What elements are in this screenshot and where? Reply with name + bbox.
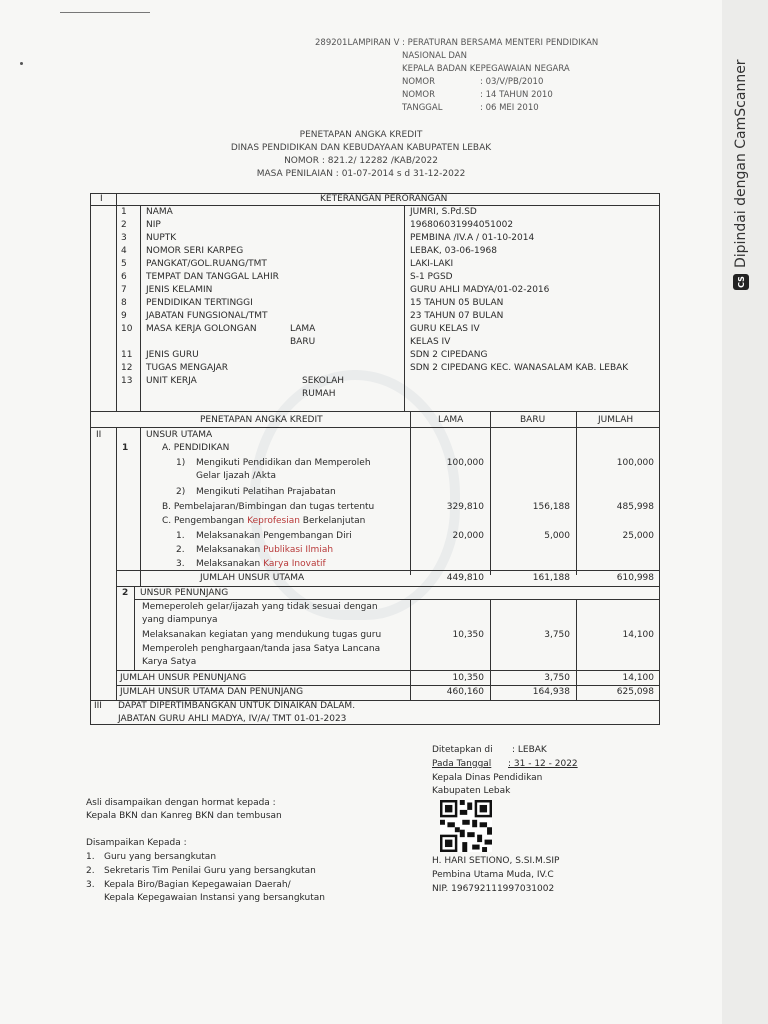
- asli-line2: Kepala BKN dan Kanreg BKN dan tembusan: [86, 811, 282, 821]
- ju-lama: 449,810: [446, 573, 484, 583]
- ju-baru: 161,188: [532, 573, 570, 583]
- ditetapkan-label: Ditetapkan di: [432, 745, 493, 755]
- a1-label-line2: Gelar Ijazah /Akta: [196, 471, 277, 481]
- personal-row-label: UNIT KERJA: [146, 376, 197, 386]
- personal-row-sublabel: RUMAH: [302, 389, 336, 399]
- doc-number: NOMOR : 821.2/ 12282 /KAB/2022: [284, 156, 438, 166]
- jumlah-penunjang-label: JUMLAH UNSUR PENUNJANG: [120, 673, 247, 683]
- unsur-utama-label: UNSUR UTAMA: [146, 430, 213, 440]
- assessment-period: MASA PENILAIAN : 01-07-2014 s d 31-12-2022: [256, 169, 466, 179]
- c1-lama: 20,000: [452, 531, 484, 541]
- item-2-number: 2: [122, 588, 129, 598]
- col-lama-header: LAMA: [438, 415, 464, 425]
- disampaikan-heading: Disampaikan Kepada :: [86, 838, 187, 848]
- c2-label: Melaksanakan Publikasi Ilmiah: [196, 545, 334, 555]
- personal-row-value: LAKI-LAKI: [410, 259, 454, 269]
- personal-row-number: 8: [121, 298, 127, 308]
- personal-row-value: SDN 2 CIPEDANG KEC. WANASALAM KAB. LEBAK: [410, 363, 629, 373]
- b-lama: 329,810: [446, 502, 484, 512]
- ju-jumlah: 610,998: [616, 573, 654, 583]
- dist-item-number: 2.: [86, 866, 95, 876]
- col-jumlah-header: JUMLAH: [598, 415, 634, 425]
- jp-lama: 10,350: [452, 673, 484, 683]
- c3-label: Melaksanakan Karya Inovatif: [196, 559, 326, 569]
- credit-heading: PENETAPAN ANGKA KREDIT: [200, 415, 323, 425]
- personal-row-sublabel: SEKOLAH: [302, 376, 345, 386]
- col-baru-header: BARU: [520, 415, 546, 425]
- jumlah-utama-label: JUMLAH UNSUR UTAMA: [200, 573, 305, 583]
- signer-role-line2: Kabupaten Lebak: [432, 786, 511, 796]
- personal-row-number: 1: [121, 207, 127, 217]
- personal-row-label: PENDIDIKAN TERTINGGI: [146, 298, 253, 308]
- personal-row-value: LEBAK, 03-06-1968: [410, 246, 497, 256]
- jt-lama: 460,160: [446, 687, 484, 697]
- c1-baru: 5,000: [544, 531, 570, 541]
- asli-line1: Asli disampaikan dengan hormat kepada :: [86, 798, 276, 808]
- nomor2-value: : 14 TAHUN 2010: [480, 90, 553, 100]
- section3-line1: DAPAT DIPERTIMBANGKAN UNTUK DINAIKAN DALAM.: [118, 701, 356, 711]
- personal-row-label: NUPTK: [146, 233, 177, 243]
- signer-nip: NIP. 196792111997031002: [432, 884, 555, 894]
- signer-role-line1: Kepala Dinas Pendidikan: [432, 773, 543, 783]
- jp-baru: 3,750: [544, 673, 570, 683]
- a2-number: 2): [176, 487, 186, 497]
- personal-row-label: MASA KERJA GOLONGAN: [146, 324, 257, 334]
- dist-item-text: Sekretaris Tim Penilai Guru yang bersangkutan: [104, 866, 316, 876]
- section3-roman: III: [94, 701, 102, 711]
- regulation-title: : PERATURAN BERSAMA MENTERI PENDIDIKAN: [402, 38, 599, 48]
- personal-row-number: 11: [121, 350, 133, 360]
- qr-code-icon: [440, 800, 492, 852]
- signer-rank: Pembina Utama Muda, IV.C: [432, 870, 554, 880]
- personal-row-number: 13: [121, 376, 133, 386]
- dist-item-text: Guru yang bersangkutan: [104, 852, 217, 862]
- c1-jumlah: 25,000: [622, 531, 654, 541]
- personal-row-label: JABATAN FUNGSIONAL/TMT: [146, 311, 268, 321]
- signer-name: H. HARI SETIONO, S.SI.M.SIP: [432, 856, 560, 866]
- personal-row-label: TUGAS MENGAJAR: [146, 363, 229, 373]
- lampiran-ref: 289201LAMPIRAN V: [315, 38, 400, 48]
- personal-row-number: 12: [121, 363, 133, 373]
- nomor1-value: : 03/V/PB/2010: [480, 77, 544, 87]
- personal-row-number: 4: [121, 246, 127, 256]
- c1-number: 1.: [176, 531, 185, 541]
- personal-row-number: 2: [121, 220, 127, 230]
- personal-row-number: 5: [121, 259, 127, 269]
- personal-row-value: 196806031994051002: [410, 220, 514, 230]
- p2-lama: 10,350: [452, 630, 484, 640]
- b-jumlah: 485,998: [616, 502, 654, 512]
- personal-row-value: 23 TAHUN 07 BULAN: [410, 311, 504, 321]
- personal-row-label: JENIS GURU: [146, 350, 199, 360]
- camscanner-logo-icon: CS: [733, 274, 749, 290]
- nomor1-label: NOMOR: [402, 77, 435, 87]
- pendidikan-label: A. PENDIDIKAN: [162, 443, 230, 453]
- item-1-number: 1: [122, 443, 129, 453]
- personal-row-value: KELAS IV: [410, 337, 451, 347]
- a1-label-line1: Mengikuti Pendidikan dan Memperoleh: [196, 458, 371, 468]
- a1-number: 1): [176, 458, 186, 468]
- page-speck: [20, 62, 23, 65]
- p2-jumlah: 14,100: [622, 630, 654, 640]
- tanggal-value: : 06 MEI 2010: [480, 103, 539, 113]
- personal-row-label: JENIS KELAMIN: [146, 285, 213, 295]
- section3-line2: JABATAN GURU AHLI MADYA, IV/A/ TMT 01-01-2023: [118, 714, 347, 724]
- personal-row-number: 3: [121, 233, 127, 243]
- jt-baru: 164,938: [532, 687, 570, 697]
- jt-jumlah: 625,098: [616, 687, 654, 697]
- p3-line1: Memperoleh penghargaan/tanda jasa Satya Lancana: [142, 644, 381, 654]
- a2-label: Mengikuti Pelatihan Prajabatan: [196, 487, 336, 497]
- unsur-penunjang-label: UNSUR PENUNJANG: [140, 588, 229, 598]
- regulation-line3: KEPALA BADAN KEPEGAWAIAN NEGARA: [402, 64, 570, 74]
- camscanner-text: Dipindai dengan CamScanner: [733, 59, 749, 268]
- regulation-line2: NASIONAL DAN: [402, 51, 467, 61]
- personal-row-value: SDN 2 CIPEDANG: [410, 350, 488, 360]
- personal-row-sublabel: LAMA: [290, 324, 316, 334]
- personal-row-sublabel: BARU: [290, 337, 316, 347]
- c1-label: Melaksanakan Pengembangan Diri: [196, 531, 352, 541]
- c-label: C. Pengembangan Keprofesian Berkelanjutan: [162, 516, 366, 526]
- personal-row-label: PANGKAT/GOL.RUANG/TMT: [146, 259, 267, 269]
- section1-heading: KETERANGAN PERORANGAN: [320, 194, 448, 204]
- tanggal-label: TANGGAL: [402, 103, 443, 113]
- jp-jumlah: 14,100: [622, 673, 654, 683]
- c3-number: 3.: [176, 559, 185, 569]
- p2-label: Melaksanakan kegiatan yang mendukung tugas guru: [142, 630, 382, 640]
- c2-number: 2.: [176, 545, 185, 555]
- section2-roman: II: [96, 430, 102, 440]
- personal-row-label: TEMPAT DAN TANGGAL LAHIR: [146, 272, 279, 282]
- personal-row-label: NIP: [146, 220, 161, 230]
- a1-lama: 100,000: [446, 458, 484, 468]
- personal-row-value: S-1 PGSD: [410, 272, 453, 282]
- pada-tanggal-label: Pada Tanggal: [432, 759, 492, 769]
- personal-row-value: GURU KELAS IV: [410, 324, 480, 334]
- personal-row-number: 7: [121, 285, 127, 295]
- personal-row-value: PEMBINA /IV.A / 01-10-2014: [410, 233, 535, 243]
- pada-tanggal-value: : 31 - 12 - 2022: [508, 759, 578, 769]
- dist-item-3-line2: Kepala Kepegawaian Instansi yang bersangkutan: [104, 893, 325, 903]
- dist-item-number: 3.: [86, 880, 95, 890]
- p2-baru: 3,750: [544, 630, 570, 640]
- camscanner-label: [730, 30, 752, 290]
- personal-row-value: 15 TAHUN 05 BULAN: [410, 298, 504, 308]
- personal-row-number: 10: [121, 324, 133, 334]
- personal-row-number: 9: [121, 311, 127, 321]
- personal-row-value: JUMRI, S.Pd.SD: [410, 207, 477, 217]
- section1-roman: I: [100, 194, 103, 204]
- personal-row-number: 6: [121, 272, 127, 282]
- top-margin-line: [60, 12, 150, 13]
- ditetapkan-value: : LEBAK: [512, 745, 547, 755]
- doc-subtitle: DINAS PENDIDIKAN DAN KEBUDAYAAN KABUPATEN LEBAK: [230, 143, 492, 153]
- a1-jumlah: 100,000: [616, 458, 654, 468]
- dist-item-number: 1.: [86, 852, 95, 862]
- p3-line2: Karya Satya: [142, 657, 197, 667]
- b-label: B. Pembelajaran/Bimbingan dan tugas tertentu: [162, 502, 375, 512]
- personal-row-label: NOMOR SERI KARPEG: [146, 246, 244, 256]
- p1-line1: Memeperoleh gelar/ijazah yang tidak sesuai dengan: [142, 602, 378, 612]
- personal-row-label: NAMA: [146, 207, 173, 217]
- doc-title: PENETAPAN ANGKA KREDIT: [299, 130, 423, 140]
- personal-row-value: GURU AHLI MADYA/01-02-2016: [410, 285, 550, 295]
- nomor2-label: NOMOR: [402, 90, 435, 100]
- p1-line2: yang diampunya: [142, 615, 218, 625]
- jumlah-total-label: JUMLAH UNSUR UTAMA DAN PENUNJANG: [120, 687, 304, 697]
- dist-item-text: Kepala Biro/Bagian Kepegawaian Daerah/: [104, 880, 291, 890]
- b-baru: 156,188: [532, 502, 570, 512]
